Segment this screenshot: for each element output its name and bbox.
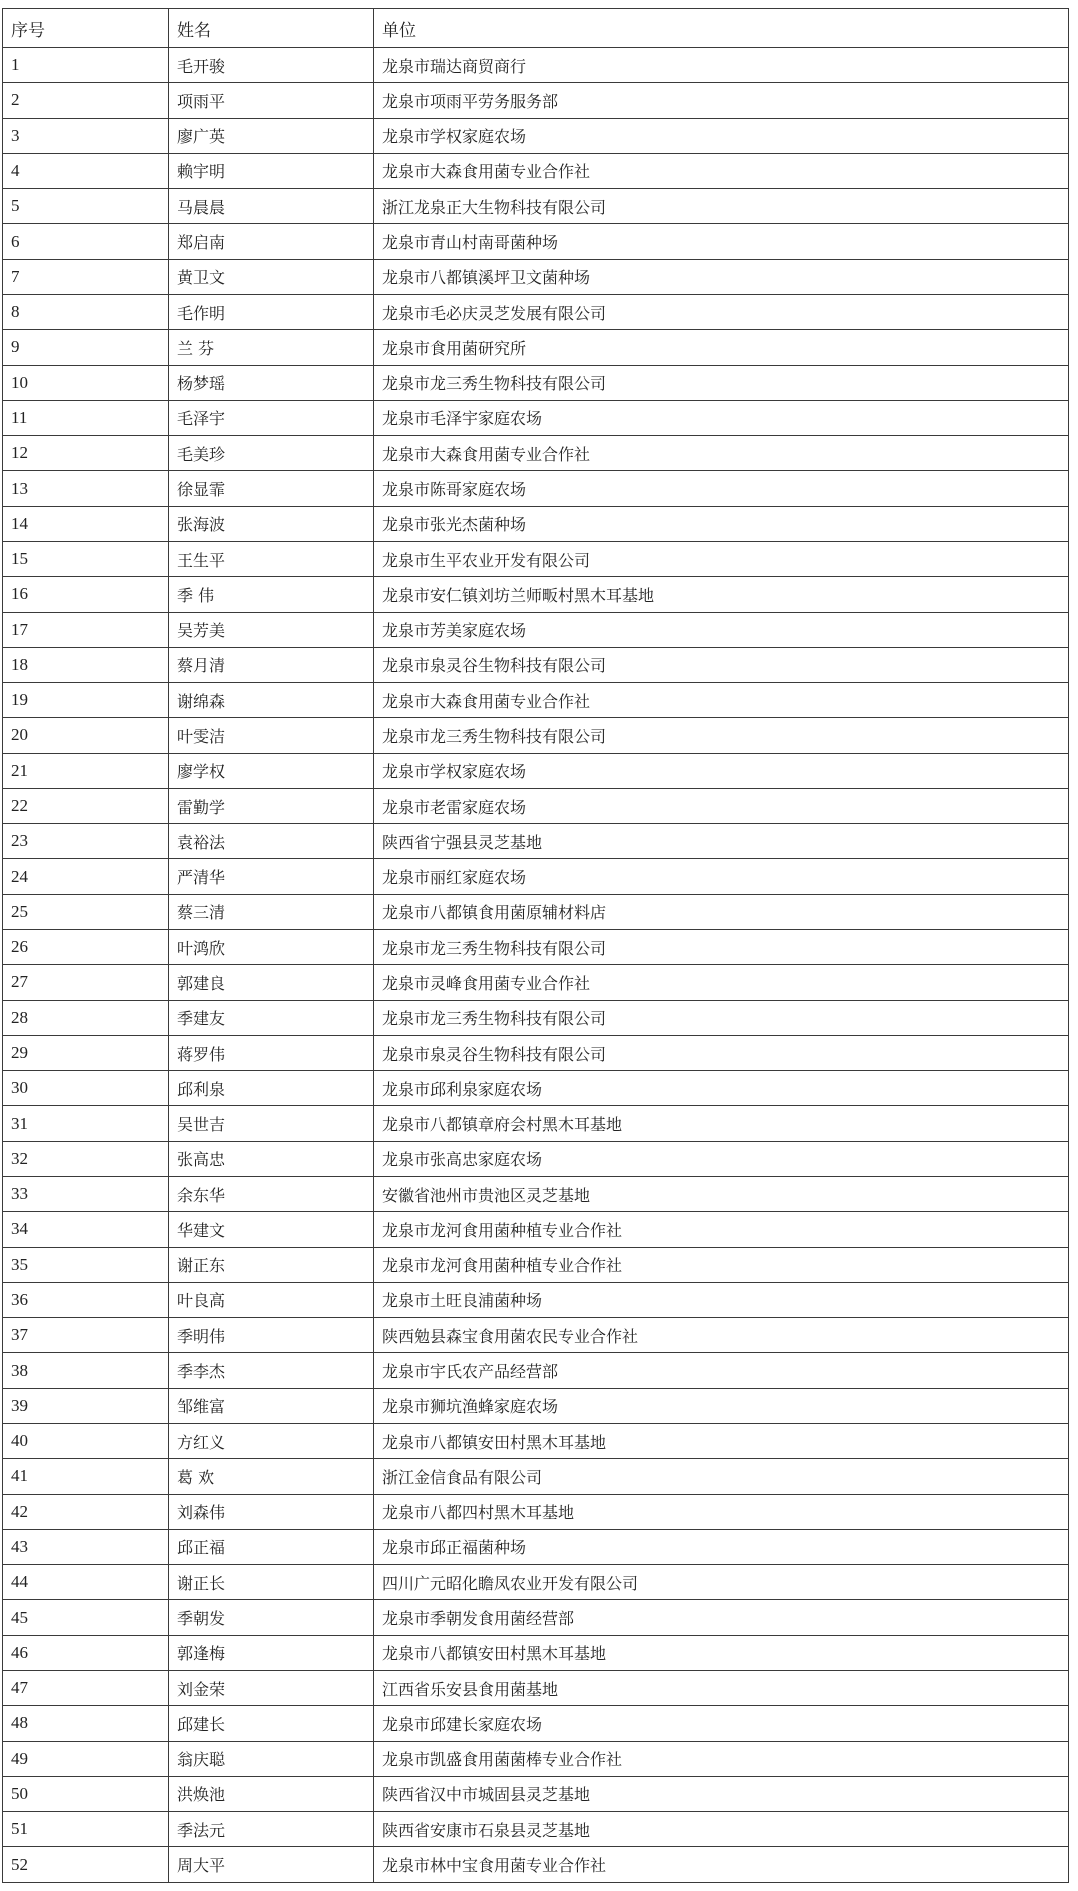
row-unit: 龙泉市邱建长家庭农场 (374, 1706, 1069, 1741)
row-unit: 龙泉市灵峰食用菌专业合作社 (374, 965, 1069, 1000)
row-unit: 龙泉市八都镇安田村黑木耳基地 (374, 1423, 1069, 1458)
row-unit: 龙泉市八都镇安田村黑木耳基地 (374, 1635, 1069, 1670)
row-name: 季 伟 (169, 577, 374, 612)
table-row (3, 577, 1069, 612)
row-unit: 龙泉市陈哥家庭农场 (374, 471, 1069, 506)
row-name: 蒋罗伟 (169, 1035, 374, 1070)
row-serial-number: 39 (3, 1388, 169, 1423)
row-serial-number: 27 (3, 965, 169, 1000)
row-unit: 龙泉市项雨平劳务服务部 (374, 83, 1069, 118)
row-name: 雷勤学 (169, 788, 374, 823)
row-serial-number: 26 (3, 930, 169, 965)
row-serial-number: 1 (3, 48, 169, 83)
table-row (3, 1635, 1069, 1670)
row-serial-number: 50 (3, 1776, 169, 1811)
row-name: 叶雯洁 (169, 718, 374, 753)
row-name: 葛 欢 (169, 1459, 374, 1494)
row-name: 谢绵森 (169, 683, 374, 718)
row-serial-number: 48 (3, 1706, 169, 1741)
row-serial-number: 15 (3, 541, 169, 576)
row-unit: 龙泉市学权家庭农场 (374, 753, 1069, 788)
row-name: 季建友 (169, 1000, 374, 1035)
row-serial-number: 21 (3, 753, 169, 788)
table-row (3, 1177, 1069, 1212)
table-row (3, 1035, 1069, 1070)
row-name: 翁庆聪 (169, 1741, 374, 1776)
table-row (3, 683, 1069, 718)
row-name: 蔡月清 (169, 647, 374, 682)
row-serial-number: 30 (3, 1071, 169, 1106)
row-unit: 龙泉市学权家庭农场 (374, 118, 1069, 153)
table-row (3, 83, 1069, 118)
row-unit: 龙泉市林中宝食用菌专业合作社 (374, 1847, 1069, 1883)
row-serial-number: 34 (3, 1212, 169, 1247)
row-serial-number: 36 (3, 1282, 169, 1317)
table-row (3, 400, 1069, 435)
row-unit: 龙泉市邱正福菌种场 (374, 1529, 1069, 1564)
table-row (3, 153, 1069, 188)
row-serial-number: 12 (3, 436, 169, 471)
table-row (3, 1847, 1069, 1883)
row-name: 周大平 (169, 1847, 374, 1883)
table-row (3, 294, 1069, 329)
row-serial-number: 29 (3, 1035, 169, 1070)
row-name: 洪焕池 (169, 1776, 374, 1811)
row-unit: 龙泉市瑞达商贸商行 (374, 48, 1069, 83)
table-body (3, 48, 1069, 1883)
row-name: 季明伟 (169, 1318, 374, 1353)
row-serial-number: 22 (3, 788, 169, 823)
table-row (3, 48, 1069, 83)
table-row (3, 753, 1069, 788)
table-row (3, 1529, 1069, 1564)
table-row (3, 471, 1069, 506)
table-row (3, 259, 1069, 294)
row-unit: 龙泉市季朝发食用菌经营部 (374, 1600, 1069, 1635)
row-unit: 龙泉市丽红家庭农场 (374, 859, 1069, 894)
row-unit: 安徽省池州市贵池区灵芝基地 (374, 1177, 1069, 1212)
row-unit: 浙江龙泉正大生物科技有限公司 (374, 189, 1069, 224)
row-serial-number: 11 (3, 400, 169, 435)
row-unit: 浙江金信食品有限公司 (374, 1459, 1069, 1494)
row-name: 季李杰 (169, 1353, 374, 1388)
row-serial-number: 43 (3, 1529, 169, 1564)
row-serial-number: 42 (3, 1494, 169, 1529)
row-name: 邹维富 (169, 1388, 374, 1423)
row-serial-number: 40 (3, 1423, 169, 1458)
row-name: 袁裕法 (169, 824, 374, 859)
row-name: 郑启南 (169, 224, 374, 259)
table-row (3, 1812, 1069, 1847)
row-name: 季朝发 (169, 1600, 374, 1635)
row-serial-number: 33 (3, 1177, 169, 1212)
row-name: 邱建长 (169, 1706, 374, 1741)
row-name: 徐显霏 (169, 471, 374, 506)
row-serial-number: 3 (3, 118, 169, 153)
row-serial-number: 47 (3, 1670, 169, 1705)
row-serial-number: 25 (3, 894, 169, 929)
row-name: 叶良高 (169, 1282, 374, 1317)
row-unit: 龙泉市毛泽宇家庭农场 (374, 400, 1069, 435)
table-row (3, 1459, 1069, 1494)
row-serial-number: 49 (3, 1741, 169, 1776)
table-row (3, 1600, 1069, 1635)
table-row (3, 1318, 1069, 1353)
header-name: 姓名 (169, 9, 374, 48)
table-row (3, 1388, 1069, 1423)
table-row (3, 1494, 1069, 1529)
table-row (3, 612, 1069, 647)
row-serial-number: 28 (3, 1000, 169, 1035)
row-unit: 龙泉市邱利泉家庭农场 (374, 1071, 1069, 1106)
table-row (3, 1141, 1069, 1176)
table-row (3, 894, 1069, 929)
row-serial-number: 8 (3, 294, 169, 329)
row-unit: 龙泉市生平农业开发有限公司 (374, 541, 1069, 576)
row-serial-number: 9 (3, 330, 169, 365)
row-unit: 龙泉市龙三秀生物科技有限公司 (374, 718, 1069, 753)
row-name: 郭逢梅 (169, 1635, 374, 1670)
row-name: 项雨平 (169, 83, 374, 118)
row-unit: 龙泉市青山村南哥菌种场 (374, 224, 1069, 259)
row-name: 廖学权 (169, 753, 374, 788)
row-serial-number: 5 (3, 189, 169, 224)
row-serial-number: 44 (3, 1565, 169, 1600)
row-serial-number: 6 (3, 224, 169, 259)
table-row (3, 365, 1069, 400)
row-unit: 陕西勉县森宝食用菌农民专业合作社 (374, 1318, 1069, 1353)
row-unit: 龙泉市宇氏农产品经营部 (374, 1353, 1069, 1388)
row-unit: 龙泉市大森食用菌专业合作社 (374, 436, 1069, 471)
row-name: 毛美珍 (169, 436, 374, 471)
row-serial-number: 24 (3, 859, 169, 894)
table-row (3, 189, 1069, 224)
table-header-row (3, 9, 1069, 48)
table-row (3, 224, 1069, 259)
row-unit: 龙泉市张高忠家庭农场 (374, 1141, 1069, 1176)
row-serial-number: 4 (3, 153, 169, 188)
row-unit: 龙泉市龙河食用菌种植专业合作社 (374, 1212, 1069, 1247)
row-name: 马晨晨 (169, 189, 374, 224)
header-serial-number: 序号 (3, 9, 169, 48)
row-name: 郭建良 (169, 965, 374, 1000)
row-serial-number: 16 (3, 577, 169, 612)
row-unit: 江西省乐安县食用菌基地 (374, 1670, 1069, 1705)
table-row (3, 1670, 1069, 1705)
row-serial-number: 35 (3, 1247, 169, 1282)
row-name: 叶鸿欣 (169, 930, 374, 965)
row-serial-number: 38 (3, 1353, 169, 1388)
row-name: 刘森伟 (169, 1494, 374, 1529)
row-name: 黄卫文 (169, 259, 374, 294)
row-serial-number: 13 (3, 471, 169, 506)
row-unit: 龙泉市龙河食用菌种植专业合作社 (374, 1247, 1069, 1282)
table-row (3, 1353, 1069, 1388)
row-unit: 龙泉市毛必庆灵芝发展有限公司 (374, 294, 1069, 329)
row-serial-number: 19 (3, 683, 169, 718)
table-row (3, 824, 1069, 859)
table-row (3, 436, 1069, 471)
row-unit: 四川广元昭化瞻凤农业开发有限公司 (374, 1565, 1069, 1600)
table-row (3, 1741, 1069, 1776)
table-row (3, 1423, 1069, 1458)
row-serial-number: 31 (3, 1106, 169, 1141)
row-name: 严清华 (169, 859, 374, 894)
row-name: 毛开骏 (169, 48, 374, 83)
table-row (3, 930, 1069, 965)
table-row (3, 1071, 1069, 1106)
table-row (3, 1106, 1069, 1141)
row-name: 张海波 (169, 506, 374, 541)
row-name: 蔡三清 (169, 894, 374, 929)
row-unit: 龙泉市八都镇食用菌原辅材料店 (374, 894, 1069, 929)
row-name: 谢正东 (169, 1247, 374, 1282)
row-unit: 龙泉市龙三秀生物科技有限公司 (374, 1000, 1069, 1035)
row-name: 季法元 (169, 1812, 374, 1847)
row-unit: 龙泉市泉灵谷生物科技有限公司 (374, 647, 1069, 682)
row-unit: 龙泉市龙三秀生物科技有限公司 (374, 365, 1069, 400)
row-serial-number: 37 (3, 1318, 169, 1353)
row-unit: 龙泉市张光杰菌种场 (374, 506, 1069, 541)
row-serial-number: 7 (3, 259, 169, 294)
row-name: 杨梦瑶 (169, 365, 374, 400)
row-unit: 龙泉市八都四村黑木耳基地 (374, 1494, 1069, 1529)
row-unit: 龙泉市龙三秀生物科技有限公司 (374, 930, 1069, 965)
table-row (3, 1706, 1069, 1741)
row-name: 刘金荣 (169, 1670, 374, 1705)
row-name: 邱利泉 (169, 1071, 374, 1106)
row-unit: 龙泉市凯盛食用菌菌棒专业合作社 (374, 1741, 1069, 1776)
table-row (3, 1000, 1069, 1035)
row-unit: 龙泉市大森食用菌专业合作社 (374, 683, 1069, 718)
row-name: 王生平 (169, 541, 374, 576)
row-name: 兰 芬 (169, 330, 374, 365)
row-serial-number: 41 (3, 1459, 169, 1494)
row-unit: 陕西省安康市石泉县灵芝基地 (374, 1812, 1069, 1847)
table-row (3, 541, 1069, 576)
row-name: 吴芳美 (169, 612, 374, 647)
row-serial-number: 17 (3, 612, 169, 647)
row-name: 张高忠 (169, 1141, 374, 1176)
row-unit: 陕西省宁强县灵芝基地 (374, 824, 1069, 859)
row-unit: 龙泉市安仁镇刘坊兰师畈村黑木耳基地 (374, 577, 1069, 612)
row-serial-number: 46 (3, 1635, 169, 1670)
table-row (3, 330, 1069, 365)
row-serial-number: 20 (3, 718, 169, 753)
row-unit: 龙泉市八都镇溪坪卫文菌种场 (374, 259, 1069, 294)
row-serial-number: 2 (3, 83, 169, 118)
row-unit: 龙泉市狮坑渔蜂家庭农场 (374, 1388, 1069, 1423)
table-row (3, 1565, 1069, 1600)
row-unit: 龙泉市大森食用菌专业合作社 (374, 153, 1069, 188)
row-name: 余东华 (169, 1177, 374, 1212)
row-unit: 龙泉市芳美家庭农场 (374, 612, 1069, 647)
table-row (3, 1776, 1069, 1811)
table-row (3, 647, 1069, 682)
row-unit: 龙泉市食用菌研究所 (374, 330, 1069, 365)
row-serial-number: 51 (3, 1812, 169, 1847)
table-row (3, 1212, 1069, 1247)
row-name: 谢正长 (169, 1565, 374, 1600)
row-name: 赖宇明 (169, 153, 374, 188)
table-row (3, 1282, 1069, 1317)
table-row (3, 859, 1069, 894)
row-serial-number: 14 (3, 506, 169, 541)
row-unit: 龙泉市泉灵谷生物科技有限公司 (374, 1035, 1069, 1070)
row-unit: 陕西省汉中市城固县灵芝基地 (374, 1776, 1069, 1811)
row-unit: 龙泉市老雷家庭农场 (374, 788, 1069, 823)
table-row (3, 788, 1069, 823)
row-serial-number: 45 (3, 1600, 169, 1635)
row-name: 邱正福 (169, 1529, 374, 1564)
row-unit: 龙泉市八都镇章府会村黑木耳基地 (374, 1106, 1069, 1141)
table-row (3, 506, 1069, 541)
table-row (3, 1247, 1069, 1282)
row-serial-number: 18 (3, 647, 169, 682)
table-row (3, 118, 1069, 153)
row-serial-number: 10 (3, 365, 169, 400)
row-name: 华建文 (169, 1212, 374, 1247)
roster-table (2, 8, 1069, 1883)
row-serial-number: 32 (3, 1141, 169, 1176)
table-row (3, 718, 1069, 753)
table-row (3, 965, 1069, 1000)
row-name: 毛泽宇 (169, 400, 374, 435)
row-name: 廖广英 (169, 118, 374, 153)
row-unit: 龙泉市土旺良浦菌种场 (374, 1282, 1069, 1317)
header-unit: 单位 (374, 9, 1069, 48)
row-name: 毛作明 (169, 294, 374, 329)
row-name: 吴世吉 (169, 1106, 374, 1141)
row-name: 方红义 (169, 1423, 374, 1458)
row-serial-number: 52 (3, 1847, 169, 1883)
row-serial-number: 23 (3, 824, 169, 859)
